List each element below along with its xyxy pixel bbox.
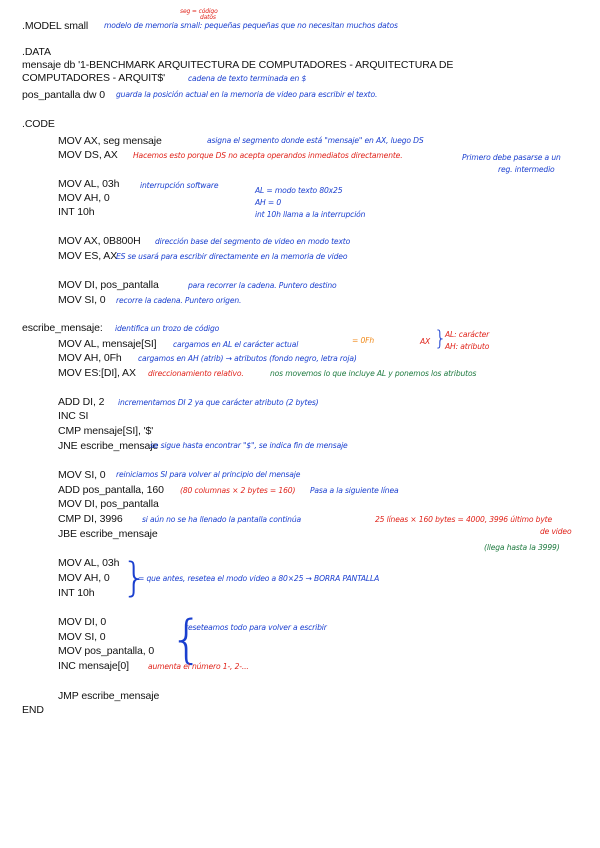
note-atributos: nos movemos lo que incluye AL y ponemos los atributos	[270, 369, 477, 378]
code-line: MOV SI, 0	[58, 469, 106, 481]
note-add-di: incrementamos DI 2 ya que carácter atributo (2 bytes)	[118, 398, 319, 407]
note-3996-2: de video	[540, 527, 572, 536]
note-ax: AX	[420, 337, 431, 346]
code-line: INC SI	[58, 410, 89, 422]
code-line: MOV AH, 0	[58, 572, 110, 584]
note-3999: (llega hasta la 3999)	[484, 543, 560, 552]
note-mov-al: cargamos en AL el carácter actual	[173, 340, 299, 349]
code-line: MOV AL, 03h	[58, 557, 120, 569]
code-line: ADD DI, 2	[58, 396, 105, 408]
note-int-ah: AH = 0	[255, 198, 282, 207]
note-int-10h: int 10h llama a la interrupción	[255, 210, 366, 219]
code-line: MOV ES, AX	[58, 250, 118, 262]
mensaje-declaration-line-2: COMPUTADORES - ARQUIT$'	[22, 72, 166, 84]
code-line: ADD pos_pantalla, 160	[58, 484, 164, 496]
note-siguiente-linea: Pasa a la siguiente línea	[310, 486, 399, 495]
pos-pantalla-declaration: pos_pantalla dw 0	[22, 89, 105, 101]
code-line: MOV DI, pos_pantalla	[58, 498, 159, 510]
data-section: .DATA	[22, 46, 51, 58]
code-line: JBE escribe_mensaje	[58, 528, 158, 540]
note-registro-intermedio: Primero debe pasarse a un	[462, 153, 561, 162]
note-int-al: AL = modo texto 80x25	[255, 186, 343, 195]
code-line: MOV DI, 0	[58, 616, 107, 628]
note-label: identifica un trozo de código	[115, 324, 220, 333]
code-line: MOV SI, 0	[58, 294, 106, 306]
note-mensaje: cadena de texto terminada en $	[188, 74, 307, 83]
brace-reset-video: }	[122, 555, 148, 601]
escribe-mensaje-label: escribe_mensaje:	[22, 322, 103, 334]
note-di: para recorrer la cadena. Puntero destino	[188, 281, 337, 290]
note-pos-pantalla: guarda la posición actual en la memoria de video para escribir el texto.	[116, 90, 378, 99]
note-seg-codigo: seg = código	[180, 8, 218, 15]
note-reinicia-si: reiniciamos SI para volver al principio del mensaje	[116, 470, 301, 479]
mensaje-declaration-line-1: mensaje db '1-BENCHMARK ARQUITECTURA DE COMPUTADORES - ARQUITECTURA DE	[22, 59, 454, 71]
note-ax-ah: AH: atributo	[445, 342, 490, 351]
code-line: MOV AH, 0Fh	[58, 352, 122, 364]
code-line: MOV AL, mensaje[SI]	[58, 338, 157, 350]
note-ds-inmediatos: Hacemos esto porque DS no acepta operandos inmediatos directamente.	[133, 151, 403, 160]
note-es: ES se usará para escribir directamente en la memoria de video	[116, 252, 348, 261]
code-section: .CODE	[22, 118, 55, 130]
note-inc-mensaje: aumenta el número 1-, 2-...	[148, 662, 249, 671]
note-jne: se sigue hasta encontrar "$", se indica fin de mensaje	[150, 441, 348, 450]
note-3996: 25 líneas × 160 bytes = 4000, 3996 último byte	[375, 515, 553, 524]
note-mov-ax-seg: asigna el segmento donde está "mensaje" en AX, luego DS	[207, 136, 424, 145]
code-line: MOV SI, 0	[58, 631, 106, 643]
note-b800h: dirección base del segmento de video en modo texto	[155, 237, 351, 246]
code-line: MOV AX, 0B800H	[58, 235, 141, 247]
note-model: modelo de memoria small: pequeñas pequeñas que no necesitan muchos datos	[104, 21, 398, 30]
code-line: MOV DS, AX	[58, 149, 118, 161]
note-ax-al: AL: carácter	[445, 330, 490, 339]
code-line: MOV ES:[DI], AX	[58, 367, 136, 379]
note-cmp-di: si aún no se ha llenado la pantalla continúa	[142, 515, 301, 524]
code-line: INC mensaje[0]	[58, 660, 129, 672]
note-reseteamos: reseteamos todo para volver a escribir	[185, 623, 327, 632]
code-line: MOV AL, 03h	[58, 178, 120, 190]
note-interrupcion: interrupción software	[140, 181, 219, 190]
note-si: recorre la cadena. Puntero origen.	[116, 296, 242, 305]
model-directive: .MODEL small	[22, 20, 89, 32]
brace-ax: }	[434, 326, 447, 350]
note-registro-intermedio-2: reg. intermedio	[498, 165, 555, 174]
note-borra-pantalla: = que antes, resetea el modo video a 80×25 → BORRA PANTALLA	[138, 574, 380, 583]
code-line: JMP escribe_mensaje	[58, 690, 160, 702]
note-mov-ah: cargamos en AH (atrib) → atributos (fondo negro, letra roja)	[138, 354, 357, 363]
code-line: MOV AH, 0	[58, 192, 110, 204]
code-line: MOV AX, seg mensaje	[58, 135, 162, 147]
note-160: (80 columnas × 2 bytes = 160)	[180, 486, 296, 495]
code-line: MOV DI, pos_pantalla	[58, 279, 159, 291]
note-relativo: direccionamiento relativo.	[148, 369, 244, 378]
code-line: INT 10h	[58, 206, 95, 218]
note-seg-datos: datos	[200, 14, 216, 21]
code-line: MOV pos_pantalla, 0	[58, 645, 155, 657]
brace-reset-all: {	[170, 610, 204, 670]
code-line: CMP DI, 3996	[58, 513, 123, 525]
code-line: JNE escribe_mensaje	[58, 440, 159, 452]
code-line: CMP mensaje[SI], '$'	[58, 425, 154, 437]
code-line: INT 10h	[58, 587, 95, 599]
note-0fh: = 0Fh	[352, 336, 375, 345]
end-directive: END	[22, 704, 44, 716]
